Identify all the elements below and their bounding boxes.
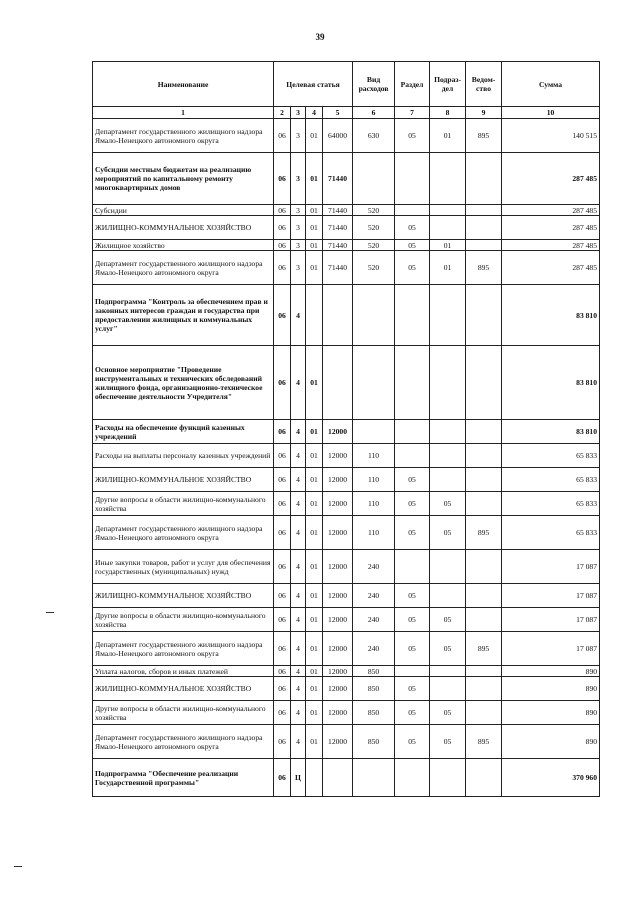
cell-activity: 01 — [306, 420, 323, 444]
cell-expense-type: 240 — [353, 550, 395, 584]
cell-expense-type: 850 — [353, 666, 395, 677]
cell-expense-type: 520 — [353, 251, 395, 285]
cell-department — [466, 285, 502, 346]
cell-program: 06 — [274, 153, 291, 205]
cell-expense-type: 520 — [353, 216, 395, 240]
cell-sum: 17 087 — [502, 584, 600, 608]
cell-subprogram: 4 — [291, 701, 306, 725]
cell-activity: 01 — [306, 608, 323, 632]
table-row — [93, 516, 600, 550]
cell-activity: 01 — [306, 205, 323, 216]
column-number: 6 — [353, 107, 395, 119]
header-subsection: Подраз- дел — [430, 62, 466, 107]
cell-name: Подпрограмма "Контроль за обеспечением прав и законных интересов граждан и государства при предоставлении жилищных и коммунальных услуг" — [93, 285, 274, 346]
cell-name: Подпрограмма "Обеспечение реализации Государственной программы" — [93, 759, 274, 797]
cell-subprogram: 4 — [291, 632, 306, 666]
cell-section: 05 — [395, 701, 430, 725]
cell-section — [395, 759, 430, 797]
table-row — [93, 444, 600, 468]
cell-expense-type: 850 — [353, 701, 395, 725]
cell-subprogram: 4 — [291, 608, 306, 632]
cell-subprogram: 4 — [291, 677, 306, 701]
table-row — [93, 584, 600, 608]
cell-section: 05 — [395, 608, 430, 632]
cell-name: Субсидии местным бюджетам на реализацию мероприятий по капитальному ремонту многоквартирных домов — [93, 153, 274, 205]
table-row — [93, 666, 600, 677]
cell-name: Уплата налогов, сборов и иных платежей — [93, 666, 274, 677]
cell-direction — [323, 346, 353, 420]
cell-subsection — [430, 677, 466, 701]
cell-expense-type: 520 — [353, 205, 395, 216]
cell-expense-type — [353, 153, 395, 205]
cell-sum: 890 — [502, 677, 600, 701]
cell-program: 06 — [274, 608, 291, 632]
cell-name: ЖИЛИЩНО-КОММУНАЛЬНОЕ ХОЗЯЙСТВО — [93, 584, 274, 608]
cell-section: 05 — [395, 216, 430, 240]
cell-program: 06 — [274, 240, 291, 251]
cell-subsection — [430, 584, 466, 608]
cell-activity: 01 — [306, 346, 323, 420]
cell-sum: 65 833 — [502, 468, 600, 492]
column-number-row — [93, 107, 600, 119]
cell-program: 06 — [274, 584, 291, 608]
cell-sum: 287 485 — [502, 205, 600, 216]
cell-department — [466, 677, 502, 701]
cell-subprogram: 3 — [291, 216, 306, 240]
cell-subsection: 05 — [430, 725, 466, 759]
cell-department — [466, 759, 502, 797]
column-number: 8 — [430, 107, 466, 119]
cell-sum: 140 515 — [502, 119, 600, 153]
cell-name: Основное мероприятие "Проведение инструментальных и технических обследований жилищного фонда, организационно-техническое обеспечение деятельности Учредителя" — [93, 346, 274, 420]
cell-section: 05 — [395, 584, 430, 608]
cell-program: 06 — [274, 285, 291, 346]
budget-table — [92, 61, 600, 797]
cell-department — [466, 240, 502, 251]
cell-activity: 01 — [306, 550, 323, 584]
cell-activity: 01 — [306, 444, 323, 468]
cell-expense-type: 240 — [353, 632, 395, 666]
cell-activity — [306, 285, 323, 346]
cell-direction: 71440 — [323, 251, 353, 285]
cell-expense-type: 630 — [353, 119, 395, 153]
cell-program: 06 — [274, 701, 291, 725]
column-number: 4 — [306, 107, 323, 119]
column-number: 1 — [93, 107, 274, 119]
cell-subsection — [430, 468, 466, 492]
cell-subsection: 01 — [430, 240, 466, 251]
table-row — [93, 285, 600, 346]
column-number: 9 — [466, 107, 502, 119]
cell-section — [395, 153, 430, 205]
cell-program: 06 — [274, 346, 291, 420]
cell-expense-type: 110 — [353, 516, 395, 550]
cell-subsection — [430, 285, 466, 346]
table-row — [93, 346, 600, 420]
cell-expense-type: 240 — [353, 608, 395, 632]
cell-subsection — [430, 759, 466, 797]
cell-department: 895 — [466, 632, 502, 666]
cell-direction: 12000 — [323, 701, 353, 725]
table-row — [93, 492, 600, 516]
column-number: 2 — [274, 107, 291, 119]
cell-program: 06 — [274, 759, 291, 797]
cell-subprogram: 4 — [291, 468, 306, 492]
cell-subprogram: 4 — [291, 666, 306, 677]
cell-program: 06 — [274, 492, 291, 516]
cell-department: 895 — [466, 516, 502, 550]
cell-sum: 17 087 — [502, 550, 600, 584]
cell-name: Другие вопросы в области жилищно-коммунального хозяйства — [93, 608, 274, 632]
cell-activity: 01 — [306, 216, 323, 240]
cell-activity: 01 — [306, 119, 323, 153]
cell-activity: 01 — [306, 516, 323, 550]
column-number: 5 — [323, 107, 353, 119]
cell-program: 06 — [274, 216, 291, 240]
cell-subsection: 05 — [430, 701, 466, 725]
cell-expense-type: 850 — [353, 725, 395, 759]
cell-expense-type — [353, 285, 395, 346]
cell-activity: 01 — [306, 153, 323, 205]
table-row — [93, 251, 600, 285]
cell-activity: 01 — [306, 584, 323, 608]
header-target: Целевая статья — [274, 62, 353, 107]
cell-direction: 12000 — [323, 444, 353, 468]
table-row — [93, 216, 600, 240]
cell-expense-type — [353, 420, 395, 444]
cell-subprogram: 4 — [291, 492, 306, 516]
cell-expense-type: 110 — [353, 492, 395, 516]
cell-direction: 12000 — [323, 550, 353, 584]
table-row — [93, 677, 600, 701]
cell-program: 06 — [274, 550, 291, 584]
table-row — [93, 632, 600, 666]
cell-activity: 01 — [306, 492, 323, 516]
cell-subprogram: 4 — [291, 516, 306, 550]
cell-sum: 17 087 — [502, 608, 600, 632]
budget-table-body — [93, 119, 600, 797]
cell-direction: 12000 — [323, 492, 353, 516]
cell-name: Департамент государственного жилищного надзора Ямало-Ненецкого автономного округа — [93, 119, 274, 153]
table-row — [93, 725, 600, 759]
table-row — [93, 759, 600, 797]
cell-expense-type: 110 — [353, 444, 395, 468]
cell-section: 05 — [395, 632, 430, 666]
header-department: Ведом- ство — [466, 62, 502, 107]
table-row — [93, 608, 600, 632]
cell-subprogram: 4 — [291, 420, 306, 444]
cell-section — [395, 666, 430, 677]
cell-sum: 287 485 — [502, 216, 600, 240]
cell-direction: 12000 — [323, 584, 353, 608]
cell-department — [466, 608, 502, 632]
cell-direction: 71440 — [323, 216, 353, 240]
cell-direction: 12000 — [323, 725, 353, 759]
cell-department: 895 — [466, 119, 502, 153]
cell-section: 05 — [395, 725, 430, 759]
cell-subsection: 01 — [430, 251, 466, 285]
cell-subsection — [430, 216, 466, 240]
cell-subprogram: 4 — [291, 346, 306, 420]
cell-subsection: 05 — [430, 516, 466, 550]
cell-name: ЖИЛИЩНО-КОММУНАЛЬНОЕ ХОЗЯЙСТВО — [93, 677, 274, 701]
table-row — [93, 153, 600, 205]
cell-department — [466, 584, 502, 608]
cell-program: 06 — [274, 420, 291, 444]
cell-activity: 01 — [306, 632, 323, 666]
header-row — [93, 62, 600, 107]
cell-department — [466, 550, 502, 584]
cell-section — [395, 205, 430, 216]
cell-section: 05 — [395, 677, 430, 701]
cell-sum: 65 833 — [502, 492, 600, 516]
cell-name: Департамент государственного жилищного надзора Ямало-Ненецкого автономного округа — [93, 516, 274, 550]
cell-subprogram: 4 — [291, 584, 306, 608]
cell-activity — [306, 759, 323, 797]
cell-department — [466, 346, 502, 420]
cell-subsection: 05 — [430, 608, 466, 632]
cell-direction: 12000 — [323, 632, 353, 666]
cell-department — [466, 216, 502, 240]
cell-department — [466, 492, 502, 516]
cell-subsection — [430, 666, 466, 677]
cell-direction: 12000 — [323, 468, 353, 492]
cell-program: 06 — [274, 468, 291, 492]
cell-subprogram: 3 — [291, 205, 306, 216]
cell-expense-type — [353, 759, 395, 797]
margin-mark — [14, 866, 22, 867]
cell-program: 06 — [274, 666, 291, 677]
cell-subprogram: 4 — [291, 285, 306, 346]
cell-direction: 12000 — [323, 420, 353, 444]
cell-direction: 71440 — [323, 205, 353, 216]
cell-section — [395, 346, 430, 420]
margin-mark — [46, 612, 54, 613]
cell-section: 05 — [395, 468, 430, 492]
cell-department — [466, 468, 502, 492]
cell-program: 06 — [274, 725, 291, 759]
cell-subprogram: 4 — [291, 550, 306, 584]
cell-subsection — [430, 153, 466, 205]
cell-subprogram: 3 — [291, 251, 306, 285]
cell-activity: 01 — [306, 701, 323, 725]
table-row — [93, 468, 600, 492]
cell-name: ЖИЛИЩНО-КОММУНАЛЬНОЕ ХОЗЯЙСТВО — [93, 468, 274, 492]
table-row — [93, 119, 600, 153]
cell-activity: 01 — [306, 240, 323, 251]
cell-sum: 17 087 — [502, 632, 600, 666]
cell-name: Другие вопросы в области жилищно-коммунального хозяйства — [93, 701, 274, 725]
cell-name: Другие вопросы в области жилищно-коммунального хозяйства — [93, 492, 274, 516]
cell-program: 06 — [274, 205, 291, 216]
cell-department — [466, 205, 502, 216]
cell-sum: 890 — [502, 701, 600, 725]
cell-expense-type: 110 — [353, 468, 395, 492]
cell-subprogram: 4 — [291, 725, 306, 759]
cell-section — [395, 444, 430, 468]
cell-direction: 12000 — [323, 677, 353, 701]
cell-activity: 01 — [306, 468, 323, 492]
cell-expense-type: 850 — [353, 677, 395, 701]
cell-sum: 287 485 — [502, 240, 600, 251]
cell-section: 05 — [395, 240, 430, 251]
cell-subprogram: 3 — [291, 240, 306, 251]
cell-name: Жилищное хозяйство — [93, 240, 274, 251]
cell-sum: 890 — [502, 666, 600, 677]
header-expense-type: Вид расходов — [353, 62, 395, 107]
cell-sum: 83 810 — [502, 346, 600, 420]
cell-name: ЖИЛИЩНО-КОММУНАЛЬНОЕ ХОЗЯЙСТВО — [93, 216, 274, 240]
column-number: 10 — [502, 107, 600, 119]
cell-sum: 65 833 — [502, 444, 600, 468]
cell-name: Иные закупки товаров, работ и услуг для обеспечения государственных (муниципальных) нужд — [93, 550, 274, 584]
cell-name: Субсидии — [93, 205, 274, 216]
cell-section: 05 — [395, 492, 430, 516]
cell-sum: 370 960 — [502, 759, 600, 797]
cell-activity: 01 — [306, 251, 323, 285]
table-row — [93, 420, 600, 444]
cell-subprogram: 3 — [291, 119, 306, 153]
cell-sum: 65 833 — [502, 516, 600, 550]
cell-direction: 71440 — [323, 153, 353, 205]
header-name: Наименование — [93, 62, 274, 107]
cell-subsection: 05 — [430, 492, 466, 516]
table-row — [93, 701, 600, 725]
table-row — [93, 205, 600, 216]
cell-direction: 71440 — [323, 240, 353, 251]
cell-section — [395, 420, 430, 444]
cell-section: 05 — [395, 516, 430, 550]
cell-program: 06 — [274, 677, 291, 701]
cell-sum: 83 810 — [502, 285, 600, 346]
page-number: 39 — [315, 32, 325, 42]
cell-activity: 01 — [306, 677, 323, 701]
cell-direction: 12000 — [323, 666, 353, 677]
cell-expense-type: 520 — [353, 240, 395, 251]
cell-name: Департамент государственного жилищного надзора Ямало-Ненецкого автономного округа — [93, 632, 274, 666]
cell-program: 06 — [274, 516, 291, 550]
cell-name: Департамент государственного жилищного надзора Ямало-Ненецкого автономного округа — [93, 725, 274, 759]
table-row — [93, 550, 600, 584]
cell-sum: 83 810 — [502, 420, 600, 444]
cell-subsection: 01 — [430, 119, 466, 153]
cell-subprogram: 4 — [291, 444, 306, 468]
cell-direction — [323, 759, 353, 797]
cell-direction — [323, 285, 353, 346]
cell-subsection — [430, 420, 466, 444]
cell-department — [466, 420, 502, 444]
cell-name: Расходы на обеспечение функций казенных учреждений — [93, 420, 274, 444]
cell-subprogram: Ц — [291, 759, 306, 797]
cell-direction: 12000 — [323, 516, 353, 550]
cell-department — [466, 701, 502, 725]
cell-section: 05 — [395, 251, 430, 285]
cell-section: 05 — [395, 119, 430, 153]
header-section: Раздел — [395, 62, 430, 107]
cell-name: Департамент государственного жилищного надзора Ямало-Ненецкого автономного округа — [93, 251, 274, 285]
cell-department — [466, 444, 502, 468]
cell-program: 06 — [274, 444, 291, 468]
column-number: 7 — [395, 107, 430, 119]
cell-program: 06 — [274, 251, 291, 285]
column-number: 3 — [291, 107, 306, 119]
cell-department: 895 — [466, 251, 502, 285]
cell-name: Расходы на выплаты персоналу казенных учреждений — [93, 444, 274, 468]
cell-direction: 64000 — [323, 119, 353, 153]
header-sum: Сумма — [502, 62, 600, 107]
cell-expense-type — [353, 346, 395, 420]
cell-subsection — [430, 205, 466, 216]
cell-department: 895 — [466, 725, 502, 759]
cell-expense-type: 240 — [353, 584, 395, 608]
cell-program: 06 — [274, 119, 291, 153]
cell-activity: 01 — [306, 725, 323, 759]
cell-activity: 01 — [306, 666, 323, 677]
cell-section — [395, 285, 430, 346]
cell-section — [395, 550, 430, 584]
cell-sum: 890 — [502, 725, 600, 759]
cell-subsection — [430, 444, 466, 468]
cell-subsection: 05 — [430, 632, 466, 666]
cell-subsection — [430, 346, 466, 420]
cell-department — [466, 153, 502, 205]
cell-subsection — [430, 550, 466, 584]
cell-program: 06 — [274, 632, 291, 666]
cell-subprogram: 3 — [291, 153, 306, 205]
table-row — [93, 240, 600, 251]
cell-department — [466, 666, 502, 677]
cell-sum: 287 485 — [502, 153, 600, 205]
cell-sum: 287 485 — [502, 251, 600, 285]
cell-direction: 12000 — [323, 608, 353, 632]
